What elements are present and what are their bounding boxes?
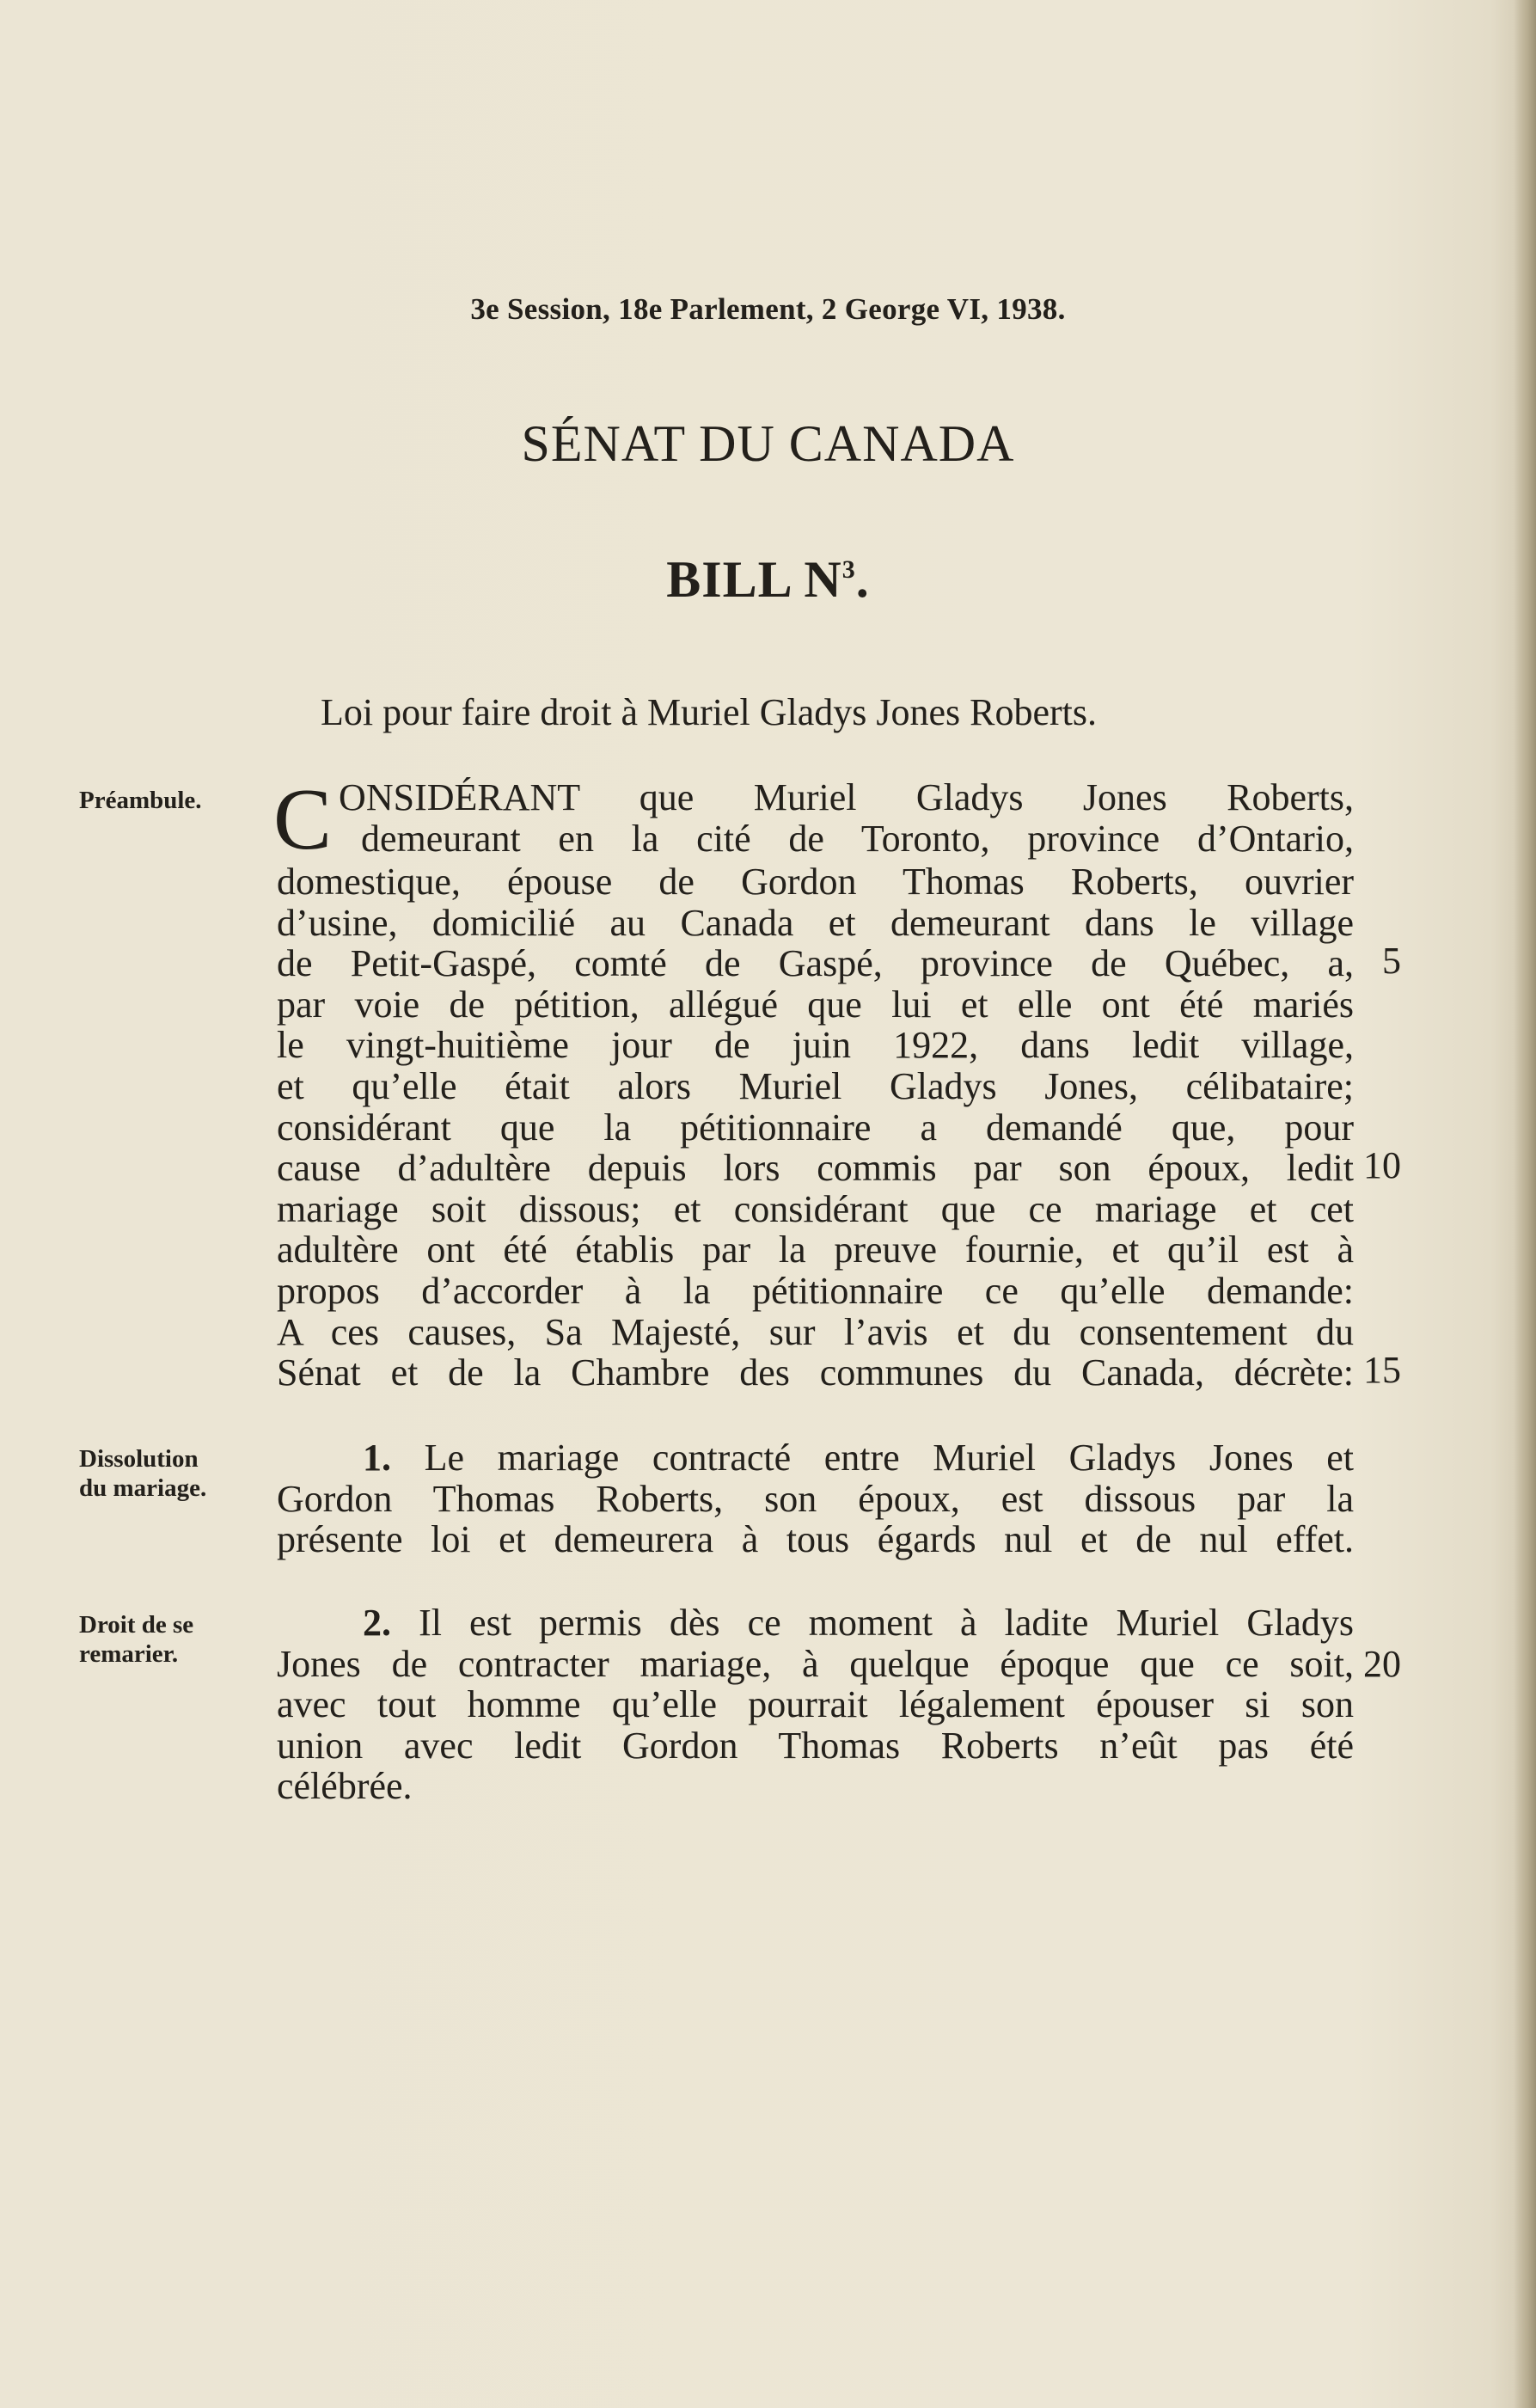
margin-note-line: remarier.	[79, 1640, 179, 1668]
bill-title	[0, 550, 1536, 610]
bill-prefix: BILL N	[666, 551, 842, 608]
section-1-number: 1.	[363, 1437, 391, 1479]
preamble-line: demeurant en la cité de Toronto, province d’Ontario,	[361, 817, 1354, 860]
line-number	[1358, 1309, 1401, 1351]
page-edge-shadow	[1514, 0, 1536, 2408]
chamber-title: SÉNAT DU CANADA	[521, 415, 1015, 472]
preamble-text	[273, 771, 1354, 1394]
section-1-line: 1. Le mariage contracté entre Muriel Gladys Jones et	[363, 1437, 1355, 1479]
preamble-line: cause d’adultère depuis lors commis par son époux, ledit	[277, 1147, 1354, 1190]
section-2-line-numbers	[1358, 1602, 1401, 1807]
line-number	[1358, 1228, 1401, 1269]
preamble-line: propos d’accorder à la pétitionnaire ce qu’elle demande:	[277, 1269, 1354, 1312]
section-1-line: Gordon Thomas Roberts, son époux, est dissous par la	[277, 1477, 1354, 1520]
section-2-line: avec tout homme qu’elle pourrait légalement épouser si son	[277, 1683, 1354, 1726]
line-number	[1358, 1063, 1401, 1105]
section-2-number: 2.	[363, 1602, 391, 1644]
session-heading: 3e Session, 18e Parlement, 2 George VI, 1938.	[470, 292, 1066, 326]
preamble-line: A ces causes, Sa Majesté, sur l’avis et du consentement du	[277, 1310, 1354, 1353]
margin-note-line: Dissolution	[79, 1445, 199, 1473]
margin-note-remarry	[79, 1610, 251, 1669]
preamble-line: domestique, épouse de Gordon Thomas Roberts, ouvrier	[277, 861, 1354, 903]
line-number	[1358, 859, 1401, 900]
line-number	[1358, 1268, 1401, 1309]
section-1-text	[277, 1437, 1354, 1560]
line-number	[1358, 1186, 1401, 1228]
preamble-line: ONSIDÉRANT que Muriel Gladys Jones Roberts,	[339, 776, 1354, 818]
preamble-line-numbers	[1358, 777, 1401, 1391]
bill-number: 3	[841, 555, 856, 584]
line-number: 5	[1382, 940, 1401, 983]
preamble-line: le vingt-huitième jour de juin 1922, dans ledit village,	[277, 1024, 1354, 1067]
preamble-line: et qu’elle était alors Muriel Gladys Jones, célibataire;	[277, 1064, 1354, 1107]
preamble-line: adultère ont été établis par la preuve fournie, et qu’il est à	[277, 1229, 1354, 1271]
line-number	[1358, 982, 1401, 1023]
line-number	[1358, 777, 1401, 818]
margin-note-line: du mariage.	[79, 1474, 207, 1502]
bill-suffix: .	[855, 551, 870, 608]
drop-cap: C	[273, 771, 333, 868]
section-2-line: célébrée.	[277, 1765, 413, 1808]
line-number: 20	[1363, 1642, 1401, 1685]
line-number	[1358, 1602, 1401, 1644]
preamble-line: Sénat et de la Chambre des communes du Canada, décrète:	[277, 1351, 1354, 1394]
line-number: 15	[1363, 1349, 1401, 1392]
margin-note-line: Droit de se	[79, 1611, 194, 1639]
line-number: 10	[1363, 1144, 1401, 1187]
preamble-line: par voie de pétition, allégué que lui et elle ont été mariés	[277, 983, 1354, 1026]
preamble-line: d’usine, domicilié au Canada et demeurant dans le village	[277, 901, 1354, 944]
section-2-line: union avec ledit Gordon Thomas Roberts n’eût pas été	[277, 1724, 1354, 1767]
margin-note-dissolution	[79, 1444, 251, 1503]
line-number	[1358, 1766, 1401, 1807]
section-2-line: Jones de contracter mariage, à quelque époque que ce soit,	[277, 1642, 1354, 1685]
preamble-line: mariage soit dissous; et considérant que ce mariage et cet	[277, 1187, 1354, 1230]
preamble-line: considérant que la pétitionnaire a demandé que, pour	[277, 1106, 1354, 1149]
margin-note-preamble: Préambule.	[79, 787, 202, 814]
preamble-line: de Petit-Gaspé, comté de Gaspé, province de Québec, a,	[277, 942, 1354, 985]
line-number	[1358, 900, 1401, 941]
line-number	[1358, 818, 1401, 860]
line-number	[1358, 1725, 1401, 1767]
section-2-line: 2. Il est permis dès ce moment à ladite Muriel Gladys	[363, 1602, 1354, 1644]
line-number	[1358, 1105, 1401, 1146]
line-number	[1358, 1023, 1401, 1064]
bill-subtitle: Loi pour faire droit à Muriel Gladys Jones Roberts.	[321, 691, 1098, 733]
section-2-text	[277, 1602, 1354, 1807]
section-1-line: présente loi et demeurera à tous égards nul et de nul effet.	[277, 1518, 1354, 1561]
line-number	[1358, 1684, 1401, 1725]
